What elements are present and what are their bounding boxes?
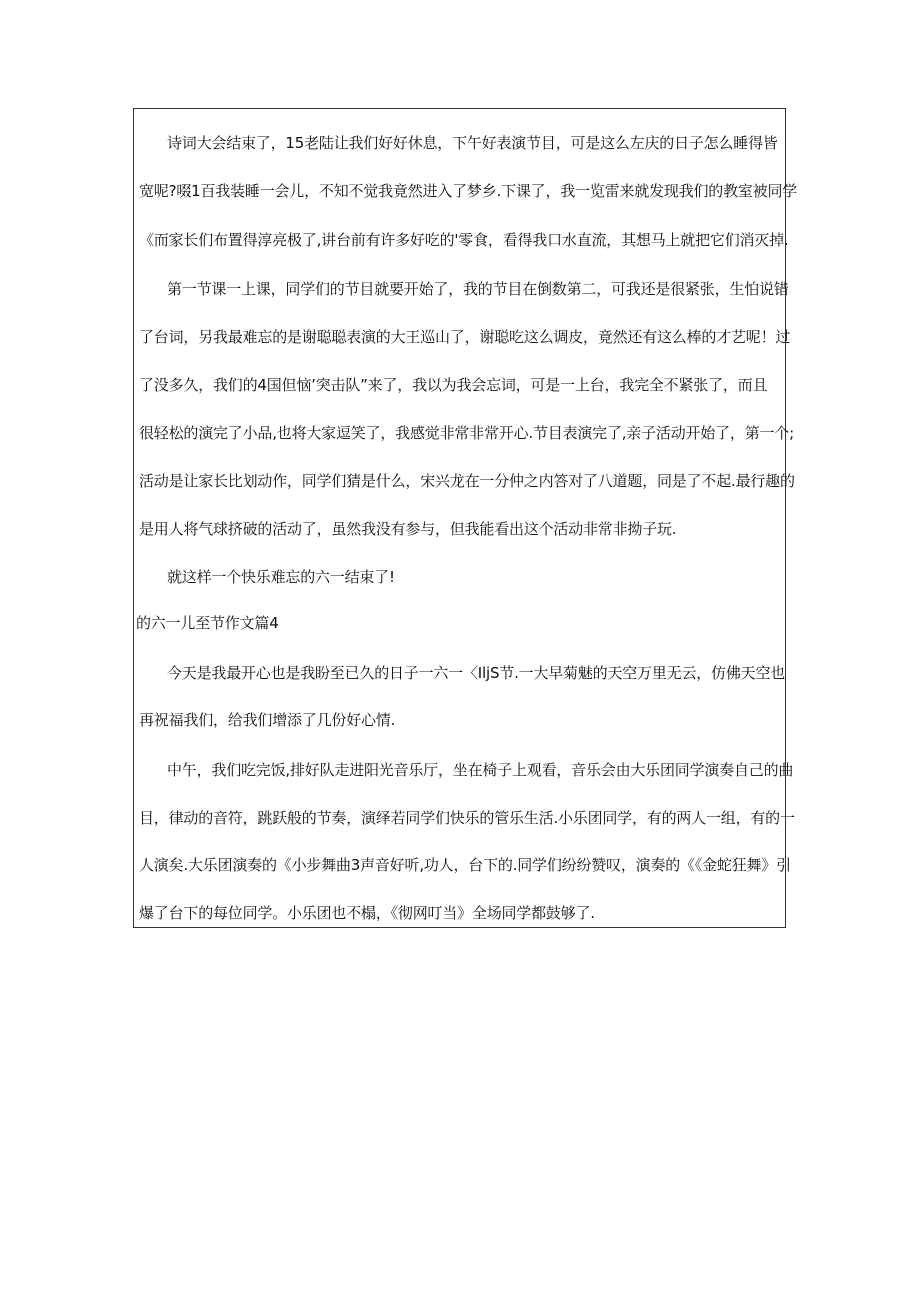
- paragraph-5-line-2: 目，律动的音符，跳跃般的节奏，演绎若同学们快乐的管乐生活.小乐团同学，有的两人一组，有的一: [139, 809, 795, 827]
- paragraph-1-line-1: 诗词大会结束了，15老陆让我们好好休息，下午好表演节目，可是这么左庆的日子怎么睡得皆: [167, 134, 778, 152]
- paragraph-2-line-2: 了台词，另我最难忘的是谢聪聪表演的大王巡山了，谢聪吃这么调皮，竟然还有这么棒的才艺呢！过: [139, 328, 791, 346]
- paragraph-3-line-1: 就这样一个快乐难忘的六一结束了!: [167, 568, 395, 586]
- paragraph-2-line-1: 第一节课一上课，同学们的节目就要开始了，我的节目在倒数第二，可我还是很紧张，生怕说错: [167, 280, 789, 298]
- paragraph-1-line-2: 宽呢?啜1百我装睡一会儿，不知不觉我竟然进入了梦乡.下课了，我一览雷来就发现我们的教室被同学: [139, 182, 798, 200]
- document-frame: [133, 108, 798, 928]
- paragraph-1-line-3: 《而家长们布置得淳亮极了,讲台前有许多好吃的'零食，看得我口水直流，其想马上就把它们消灭掉.: [139, 231, 789, 249]
- paragraph-2-line-3: 了没多久，我们的4国但恼’突击队”来了，我以为我会忘词，可是一上台，我完全不紧张了，而且: [139, 376, 768, 394]
- paragraph-2-line-4: 很轻松的演完了小品,也将大家逗笑了，我感觉非常非常开心.节目表演完了,亲子活动开始了，第一个;: [139, 424, 794, 442]
- paragraph-2-line-5: 活动是让家长比划动作，同学们猜是什么，宋兴龙在一分仲之内答对了八道题，同是了不起.最行趣的: [139, 472, 795, 490]
- paragraph-4-line-1: 今天是我最开心也是我盼至已久的日子一六一〈IljS节.一大早菊魅的天空万里无云，仿佛天空也: [167, 664, 786, 682]
- section-heading: 的六一儿至节作文篇4: [136, 614, 279, 632]
- paragraph-2-line-6: 是用人将气球挤破的活动了，虽然我没有参与，但我能看出这个活动非常非拗子玩.: [139, 520, 677, 538]
- paragraph-5-line-3: 人演矣.大乐团演奏的《小步舞曲3声音好听,功人，台下的.同学们纷纷赞叹，演奏的《《金蛇狂舞》引: [139, 856, 791, 874]
- paragraph-4-line-2: 再祝福我们，给我们增添了几份好心情.: [139, 711, 396, 729]
- paragraph-5-line-1: 中午，我们吃完饭,排好队走进阳光音乐厅，坐在椅子上观看，音乐会由大乐团同学演奏自己的曲: [167, 761, 794, 779]
- paragraph-5-line-4: 爆了台下的每位同学。小乐团也不榻，《彻网叮当》全场同学都鼓够了.: [139, 904, 595, 922]
